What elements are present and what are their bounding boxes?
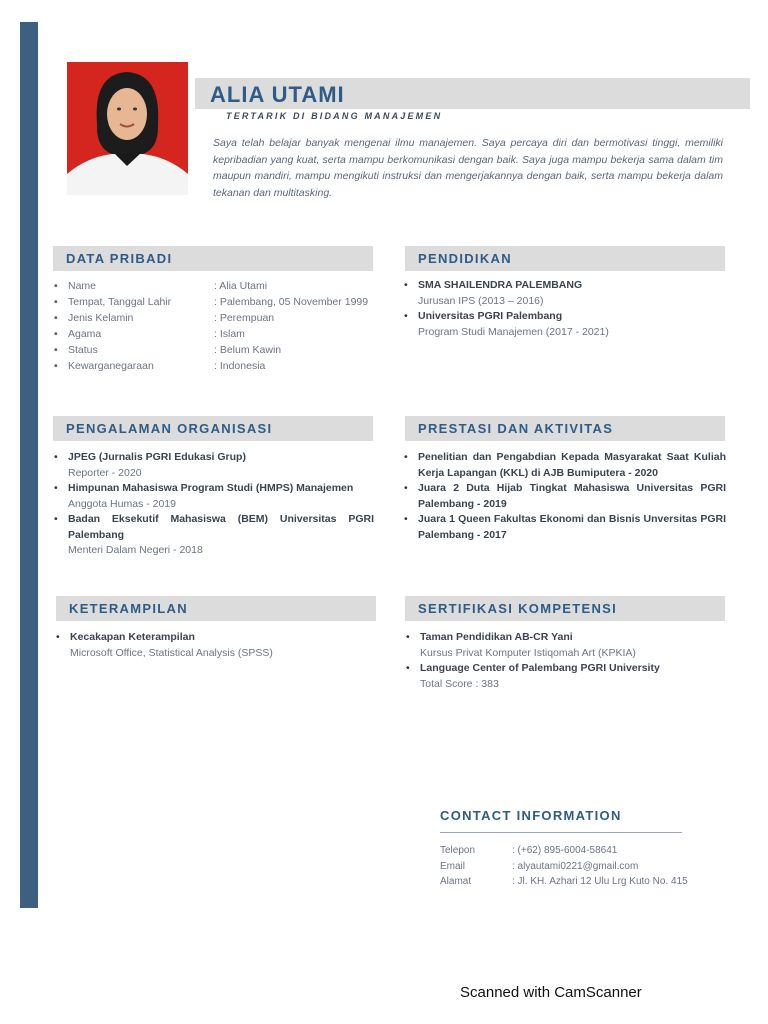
list-item: [404, 278, 724, 309]
personal-label: Jenis Kelamin: [68, 312, 134, 324]
bullet-icon: •: [404, 482, 408, 494]
contact-value: : alyautami0221@gmail.com: [512, 860, 639, 872]
section-title: PRESTASI DAN AKTIVITAS: [418, 421, 614, 436]
contact-value: : (+62) 895-6004-58641: [512, 845, 618, 856]
list-item: [54, 512, 374, 559]
personal-row-status: [54, 342, 379, 358]
item-title: JPEG (Jurnalis PGRI Edukasi Grup): [68, 451, 246, 463]
list-item: [406, 630, 726, 661]
contact-row-email: [440, 859, 688, 875]
item-title: Himpunan Mahasiswa Program Studi (HMPS) Manajemen: [68, 482, 354, 494]
bullet-icon: •: [54, 513, 58, 525]
list-item: [404, 309, 724, 340]
contact-label: Email: [440, 860, 466, 872]
bullet-icon: •: [54, 482, 58, 494]
personal-label: Name: [68, 280, 97, 292]
item-title: SMA SHAILENDRA PALEMBANG: [418, 279, 583, 291]
item-title: Juara 1 Queen Fakultas Ekonomi dan Bisnis Unversitas PGRI Palembang - 2017: [418, 513, 726, 541]
item-subtitle: Anggota Humas - 2019: [68, 497, 176, 510]
item-title: Language Center of Palembang PGRI University: [420, 662, 660, 674]
bullet-icon: •: [54, 296, 58, 308]
contact-row-phone: [440, 843, 688, 859]
personal-row-gender: [54, 310, 379, 326]
section-title: PENDIDIKAN: [418, 251, 512, 266]
item-subtitle: Microsoft Office, Statistical Analysis (SPSS): [70, 646, 273, 659]
bullet-icon: •: [54, 280, 58, 292]
item-subtitle: Menteri Dalam Negeri - 2018: [68, 544, 203, 556]
bullet-icon: •: [56, 631, 60, 643]
achievement-list: [404, 450, 726, 543]
bullet-icon: •: [54, 344, 58, 356]
candidate-name: ALIA UTAMI: [210, 82, 345, 107]
contact-divider: [440, 832, 682, 833]
contact-label: Telepon: [440, 845, 476, 856]
bullet-icon: •: [54, 312, 58, 324]
personal-label: Kewarganegaraan: [68, 360, 154, 372]
section-title: PENGALAMAN ORGANISASI: [66, 421, 273, 436]
personal-label: Tempat, Tanggal Lahir: [68, 296, 172, 308]
bullet-icon: •: [404, 451, 408, 463]
personal-value: : Belum Kawin: [214, 344, 282, 356]
item-subtitle: Jurusan IPS (2013 – 2016): [418, 294, 544, 307]
bullet-icon: •: [404, 513, 408, 525]
bullet-icon: •: [404, 279, 408, 291]
item-title: Badan Eksekutif Mahasiswa (BEM) Universitas PGRI Palembang: [68, 513, 374, 541]
personal-value: : Alia Utami: [214, 280, 268, 292]
section-header-prestasi: [405, 416, 725, 441]
contact-list: [440, 843, 688, 890]
personal-value: : Palembang, 05 November 1999: [214, 296, 369, 308]
list-item: [406, 661, 726, 692]
list-item: [404, 450, 726, 481]
profile-summary: Saya telah belajar banyak mengenai ilmu manajemen. Saya percaya diri dan bermotivasi tinggi, memiliki kepribadian yang kuat, serta mampu berkomunikasi dengan baik. Saya juga mampu bekerja sama dalam tim maupun mandiri, mampu mengikuti instruksi dan mengerjakannya dengan baik, serta mampu bekerja dalam tekanan dan multitasking.: [213, 137, 723, 199]
list-item: [404, 512, 726, 543]
section-title: DATA PRIBADI: [66, 251, 173, 266]
bullet-icon: •: [54, 360, 58, 372]
item-title: Penelitian dan Pengabdian Kepada Masyarakat Saat Kuliah Kerja Lapangan (KKL) di AJB Bumiputera - 2020: [418, 451, 726, 479]
personal-value: : Indonesia: [214, 360, 266, 372]
contact-label: Alamat: [440, 876, 472, 887]
section-title: KETERAMPILAN: [69, 601, 188, 616]
bullet-icon: •: [54, 451, 58, 463]
item-title: Kecakapan Keterampilan: [70, 631, 195, 643]
sidebar-bar: [20, 22, 38, 908]
item-subtitle: Program Studi Manajemen (2017 - 2021): [418, 325, 609, 338]
organization-list: [54, 450, 374, 559]
item-subtitle: Kursus Privat Komputer Istiqomah Art (KPKIA): [420, 646, 636, 659]
item-subtitle: Reporter - 2020: [68, 466, 142, 479]
contact-title: CONTACT INFORMATION: [440, 808, 622, 823]
personal-value: : Islam: [214, 328, 245, 340]
list-item: [56, 630, 376, 661]
scanner-watermark: Scanned with CamScanner: [460, 984, 642, 1001]
personal-row-religion: [54, 326, 379, 342]
profile-photo: [67, 62, 188, 195]
section-header-keterampilan: [56, 596, 376, 621]
item-title: Taman Pendidikan AB-CR Yani: [420, 631, 573, 643]
list-item: [404, 481, 726, 512]
tagline: TERTARIK DI BIDANG MANAJEMEN: [226, 111, 443, 121]
section-header-data-pribadi: [53, 246, 373, 271]
personal-value: : Perempuan: [214, 312, 275, 324]
certification-list: [406, 630, 726, 692]
list-item: [54, 450, 374, 481]
personal-data-list: [54, 278, 379, 374]
item-subtitle: Total Score : 383: [420, 677, 499, 690]
section-header-organisasi: [53, 416, 373, 441]
personal-label: Agama: [68, 328, 102, 340]
education-list: [404, 278, 724, 340]
personal-row-birth: [54, 294, 379, 310]
item-title: Juara 2 Duta Hijab Tingkat Mahasiswa Universitas PGRI Palembang - 2019: [418, 482, 726, 510]
bullet-icon: •: [406, 662, 410, 674]
section-header-sertifikasi: [405, 596, 725, 621]
bullet-icon: •: [406, 631, 410, 643]
contact-value: : Jl. KH. Azhari 12 Ulu Lrg Kuto No. 415: [512, 876, 688, 887]
personal-row-name: [54, 278, 379, 294]
list-item: [54, 481, 374, 512]
section-header-pendidikan: [405, 246, 725, 271]
contact-row-address: [440, 874, 688, 890]
personal-row-citizenship: [54, 358, 379, 374]
bullet-icon: •: [54, 328, 58, 340]
item-title: Universitas PGRI Palembang: [418, 310, 563, 322]
personal-label: Status: [68, 344, 98, 356]
skills-list: [56, 630, 376, 661]
bullet-icon: •: [404, 310, 408, 322]
section-title: SERTIFIKASI KOMPETENSI: [418, 601, 618, 616]
